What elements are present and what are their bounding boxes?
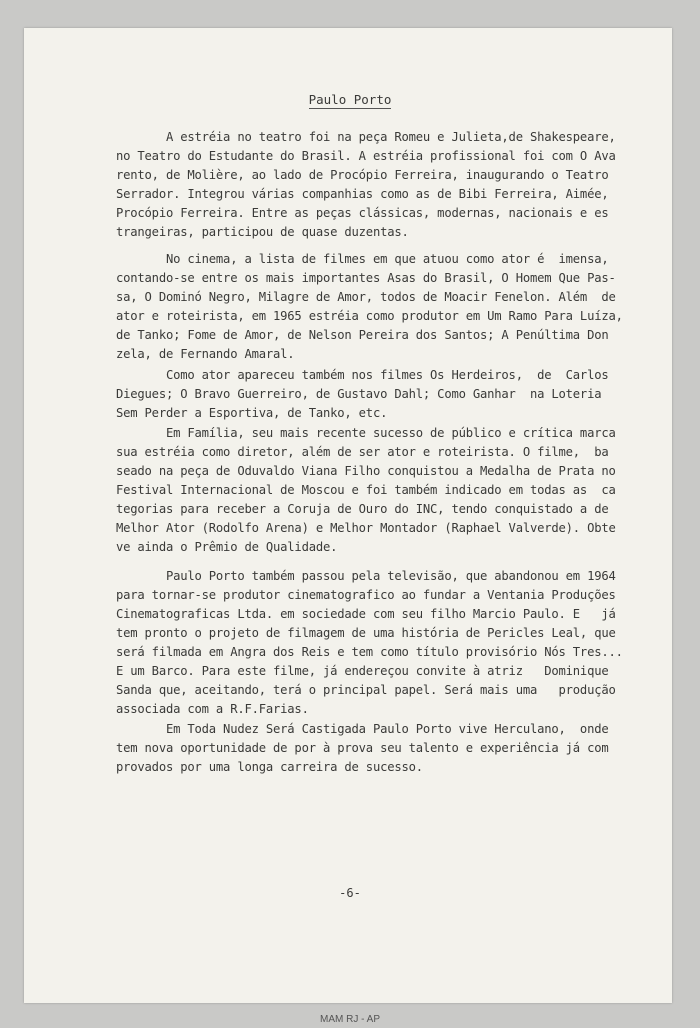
text-line: provados por uma longa carreira de sucesso. (116, 760, 423, 774)
page-number: -6- (339, 886, 361, 900)
text-line: no Teatro do Estudante do Brasil. A estréia profissional foi com O Ava (116, 149, 616, 163)
text-line: Serrador. Integrou várias companhias como as de Bibi Ferreira, Aimée, (116, 187, 609, 201)
text-line: sa, O Dominó Negro, Milagre de Amor, todos de Moacir Fenelon. Além de (116, 290, 616, 304)
text-line: Sanda que, aceitando, terá o principal papel. Será mais uma produção (116, 683, 616, 697)
text-line: trangeiras, participou de quase duzentas. (116, 225, 409, 239)
text-line: Festival Internacional de Moscou e foi também indicado em todas as ca (116, 483, 616, 497)
text-line: E um Barco. Para este filme, já endereçou convite à atriz Dominique (116, 664, 609, 678)
text-line: sua estréia como diretor, além de ser ator e roteirista. O filme, ba (116, 445, 609, 459)
text-line: Cinematograficas Ltda. em sociedade com seu filho Marcio Paulo. E já (116, 607, 616, 621)
text-line: de Tanko; Fome de Amor, de Nelson Pereira dos Santos; A Penúltima Don (116, 328, 609, 342)
text-line: para tornar-se produtor cinematografico ao fundar a Ventania Produções (116, 588, 616, 602)
text-line: será filmada em Angra dos Reis e tem como título provisório Nós Tres... (116, 645, 623, 659)
text-line: rento, de Molière, ao lado de Procópio Ferreira, inaugurando o Teatro (116, 168, 609, 182)
text-line: No cinema, a lista de filmes em que atuou como ator é imensa, (116, 252, 609, 266)
text-line: ator e roteirista, em 1965 estréia como produtor em Um Ramo Para Luíza, (116, 309, 623, 323)
text-line: associada com a R.F.Farias. (116, 702, 309, 716)
title-text: Paulo Porto (308, 92, 392, 107)
text-line: Sem Perder a Esportiva, de Tanko, etc. (116, 406, 388, 420)
paragraph-2 (116, 250, 644, 364)
text-line: seado na peça de Oduvaldo Viana Filho conquistou a Medalha de Prata no (116, 464, 616, 478)
paragraph-6 (116, 720, 644, 777)
text-line: tegorias para receber a Coruja de Ouro do INC, tendo conquistado a de (116, 502, 609, 516)
text-line: Melhor Ator (Rodolfo Arena) e Melhor Montador (Raphael Valverde). Obte (116, 521, 616, 535)
paragraph-3 (116, 366, 644, 423)
paragraph-5 (116, 567, 644, 719)
text-line: Paulo Porto também passou pela televisão, que abandonou em 1964 (116, 569, 616, 583)
text-line: zela, de Fernando Amaral. (116, 347, 295, 361)
archive-footer-label: MAM RJ - AP (319, 1014, 380, 1025)
text-line: tem nova oportunidade de por à prova seu talento e experiência já com (116, 741, 609, 755)
paragraph-4 (116, 424, 644, 557)
text-line: ve ainda o Prêmio de Qualidade. (116, 540, 338, 554)
text-line: Como ator apareceu também nos filmes Os Herdeiros, de Carlos (116, 368, 609, 382)
text-line: contando-se entre os mais importantes Asas do Brasil, O Homem Que Pas- (116, 271, 616, 285)
page-title (0, 92, 700, 107)
text-line: Em Toda Nudez Será Castigada Paulo Porto vive Herculano, onde (116, 722, 609, 736)
text-line: Diegues; O Bravo Guerreiro, de Gustavo Dahl; Como Ganhar na Loteria (116, 387, 602, 401)
text-line: Procópio Ferreira. Entre as peças clássicas, modernas, nacionais e es (116, 206, 609, 220)
paragraph-1 (116, 128, 644, 242)
text-line: A estréia no teatro foi na peça Romeu e Julieta,de Shakespeare, (116, 130, 616, 144)
text-line: Em Família, seu mais recente sucesso de público e crítica marca (116, 426, 616, 440)
text-line: tem pronto o projeto de filmagem de uma história de Pericles Leal, que (116, 626, 616, 640)
